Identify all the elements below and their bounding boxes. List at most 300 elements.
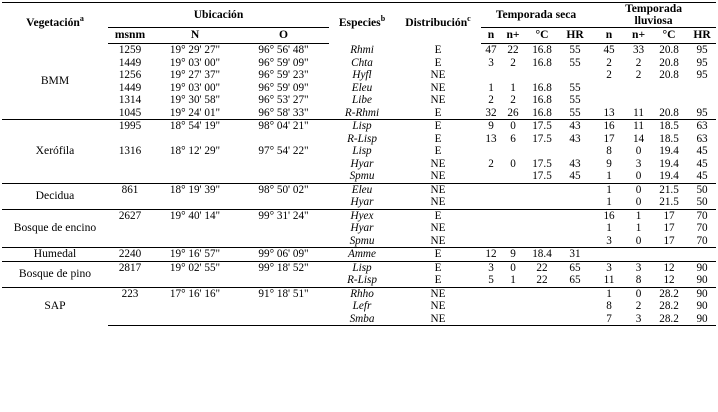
cell-altitude: 223 xyxy=(108,287,152,300)
cell-altitude xyxy=(108,274,152,287)
header-especies: Especies$^b$ xyxy=(329,3,395,44)
cell-dry-hr: 55 xyxy=(569,81,581,94)
cell-lat xyxy=(152,300,238,313)
cell-wet-hr xyxy=(688,82,716,95)
cell-lat: 19° 29' 27" xyxy=(169,44,221,56)
cell-lon: 98° 04' 21" xyxy=(238,120,329,133)
cell-dry-n: 32 xyxy=(485,106,497,119)
table-row xyxy=(2,57,716,70)
cell-dry-n: 1 xyxy=(488,81,494,94)
cell-wet-hr: 70 xyxy=(696,234,708,247)
cell-altitude: 2817 xyxy=(108,261,152,274)
cell-lon xyxy=(238,222,329,235)
cell-wet-n: 2 xyxy=(606,56,612,69)
cell-dry-nplus xyxy=(501,313,525,326)
cell-wet-hr: 90 xyxy=(688,287,716,300)
cell-species: Rhmi xyxy=(350,43,374,56)
cell-dry-nplus xyxy=(501,287,525,300)
cell-dry-nplus xyxy=(501,222,525,235)
cell-species: Smba xyxy=(329,313,395,326)
cell-dry-celsius xyxy=(525,300,559,313)
table-row xyxy=(2,107,716,120)
cell-dry-nplus xyxy=(501,170,525,183)
cell-species: Lisp xyxy=(329,120,395,133)
cell-dry-nplus: 0 xyxy=(501,120,525,133)
cell-dry-hr xyxy=(559,145,591,158)
cell-dry-n: 3 xyxy=(488,56,494,69)
cell-distribution: E xyxy=(395,120,481,133)
cell-dry-celsius: 16.8 xyxy=(532,94,552,106)
cell-wet-n: 1 xyxy=(606,222,612,234)
cell-species: Rhho xyxy=(329,287,395,300)
cell-lon xyxy=(238,170,329,183)
cell-lon: 96° 59' 09" xyxy=(258,81,309,94)
cell-dry-hr xyxy=(559,287,591,300)
cell-dry-hr xyxy=(559,222,591,235)
table-row xyxy=(2,183,716,196)
cell-dry-n xyxy=(481,235,501,248)
cell-altitude xyxy=(108,313,152,326)
cell-dry-n xyxy=(481,209,501,222)
cell-wet-nplus: 2 xyxy=(635,69,642,81)
cell-wet-celsius: 20.8 xyxy=(659,69,679,81)
cell-dry-celsius xyxy=(525,196,559,209)
cell-distribution: E xyxy=(434,274,442,286)
cell-distribution: NE xyxy=(430,157,446,170)
cell-species: Spmu xyxy=(349,170,375,182)
header-seca-celsius: °C xyxy=(525,28,559,44)
cell-wet-hr: 70 xyxy=(696,222,708,234)
cell-wet-celsius: 20.8 xyxy=(659,44,679,56)
table-body xyxy=(2,44,716,326)
cell-dry-n xyxy=(481,69,501,82)
cell-species: Hyfl xyxy=(352,69,372,81)
cell-wet-hr: 50 xyxy=(696,196,708,208)
cell-distribution: E xyxy=(434,56,442,69)
cell-lon: 96° 59' 23" xyxy=(258,69,309,81)
cell-lat: 17° 16' 16" xyxy=(152,287,238,300)
cell-wet-hr xyxy=(688,94,716,107)
table-row xyxy=(2,170,716,183)
cell-wet-n: 3 xyxy=(606,234,612,247)
header-o-coord: O xyxy=(238,28,329,44)
cell-wet-hr: 90 xyxy=(696,300,708,312)
cell-dry-hr xyxy=(559,183,591,196)
cell-dry-nplus xyxy=(501,209,525,222)
cell-wet-hr: 90 xyxy=(696,274,708,286)
cell-dry-nplus: 6 xyxy=(510,132,516,145)
cell-wet-celsius: 28.2 xyxy=(659,300,679,312)
cell-wet-n: 1 xyxy=(591,287,627,300)
cell-wet-n: 45 xyxy=(603,44,615,56)
cell-wet-celsius: 18.5 xyxy=(650,120,688,133)
cell-species: Hyar xyxy=(350,222,374,234)
cell-dry-n: 2 xyxy=(488,94,494,106)
cell-dry-hr: 65 xyxy=(569,274,581,286)
cell-distribution: NE xyxy=(430,234,446,247)
cell-wet-nplus: 2 xyxy=(635,300,642,312)
table-row xyxy=(2,196,716,209)
cell-dry-hr: 45 xyxy=(569,170,581,182)
cell-wet-celsius: 12 xyxy=(663,274,675,286)
cell-distribution: E xyxy=(395,209,481,222)
table-row xyxy=(2,261,716,274)
cell-wet-n: 16 xyxy=(591,120,627,133)
cell-dry-nplus xyxy=(501,69,525,82)
cell-wet-n xyxy=(591,248,627,262)
cell-species: R-Lisp xyxy=(347,132,377,145)
cell-dry-n: 47 xyxy=(485,44,497,56)
table-row xyxy=(2,133,716,146)
cell-wet-celsius: 28.2 xyxy=(650,287,688,300)
cell-lon: 99° 31' 24" xyxy=(238,209,329,222)
cell-distribution: NE xyxy=(430,222,446,234)
header-lluviosa-n: n xyxy=(591,28,627,44)
header-lluviosa-celsius: °C xyxy=(650,28,688,44)
cell-dry-nplus: 1 xyxy=(510,274,516,286)
cell-distribution: E xyxy=(434,43,442,56)
cell-wet-celsius: 28.2 xyxy=(650,313,688,326)
cell-lat: 19° 24' 01" xyxy=(169,106,221,119)
cell-dry-celsius: 17.5 xyxy=(532,170,552,182)
cell-species: Amme xyxy=(329,248,395,262)
cell-dry-hr: 43 xyxy=(569,132,581,145)
cell-wet-nplus: 8 xyxy=(635,274,642,286)
cell-altitude: 1256 xyxy=(118,69,142,81)
vegetation-label: Xerófila xyxy=(2,120,108,184)
cell-wet-celsius: 19.4 xyxy=(659,170,679,182)
cell-wet-n: 11 xyxy=(603,274,615,286)
cell-lon: 99° 18' 52" xyxy=(238,261,329,274)
cell-dry-hr: 55 xyxy=(569,44,581,56)
cell-wet-n: 16 xyxy=(591,209,627,222)
cell-species: Chta xyxy=(351,56,373,69)
cell-wet-n: 9 xyxy=(606,157,612,170)
cell-distribution: NE xyxy=(430,94,446,106)
cell-lon: 96° 53' 27" xyxy=(258,94,309,106)
table-row xyxy=(2,120,716,133)
cell-dry-celsius xyxy=(525,209,559,222)
cell-dry-celsius xyxy=(525,69,559,82)
cell-dry-n: 2 xyxy=(488,157,494,170)
table-row xyxy=(2,82,716,95)
vegetation-label: Bosque de encino xyxy=(2,209,108,248)
cell-wet-nplus: 0 xyxy=(635,196,642,208)
cell-dry-hr: 31 xyxy=(559,248,591,262)
cell-lat xyxy=(152,133,238,146)
cell-wet-nplus: 0 xyxy=(635,234,642,247)
cell-altitude: 1259 xyxy=(118,44,142,56)
cell-distribution: E xyxy=(395,261,481,274)
cell-dry-n xyxy=(481,183,501,196)
cell-species: Lisp xyxy=(352,145,372,157)
cell-dry-n xyxy=(481,287,501,300)
table-row xyxy=(2,145,716,158)
cell-lat: 19° 40' 14" xyxy=(152,209,238,222)
cell-wet-nplus: 11 xyxy=(627,120,650,133)
cell-wet-n: 2 xyxy=(606,69,612,81)
cell-lat xyxy=(152,196,238,209)
header-lluviosa-nplus: n+ xyxy=(627,28,650,44)
cell-wet-n xyxy=(591,82,627,95)
cell-dry-nplus xyxy=(501,235,525,248)
cell-distribution: NE xyxy=(430,81,446,94)
cell-dry-n: 3 xyxy=(481,261,501,274)
cell-distribution: NE xyxy=(395,287,481,300)
cell-dry-celsius: 17.5 xyxy=(532,157,552,170)
cell-wet-hr: 90 xyxy=(688,261,716,274)
cell-wet-celsius: 20.8 xyxy=(659,56,679,69)
cell-wet-nplus xyxy=(627,94,650,107)
cell-wet-celsius: 17 xyxy=(663,234,675,247)
cell-wet-nplus: 0 xyxy=(635,145,642,157)
cell-dry-celsius xyxy=(525,235,559,248)
cell-wet-hr: 70 xyxy=(688,209,716,222)
cell-lon: 96° 59' 09" xyxy=(258,56,309,69)
header-distribucion: Distribución$^c$ xyxy=(395,3,481,44)
cell-dry-hr xyxy=(559,300,591,313)
cell-dry-hr xyxy=(559,235,591,248)
cell-lat: 19° 02' 55" xyxy=(152,261,238,274)
cell-wet-celsius: 21.5 xyxy=(659,196,679,208)
cell-altitude: 1449 xyxy=(118,56,142,69)
table-row xyxy=(2,235,716,248)
cell-dry-hr xyxy=(559,69,591,82)
cell-wet-celsius: 19.4 xyxy=(659,145,679,157)
cell-lon xyxy=(238,235,329,248)
cell-wet-n: 8 xyxy=(606,145,612,157)
cell-lat xyxy=(152,158,238,171)
cell-lon: 99° 06' 09" xyxy=(238,248,329,262)
cell-wet-hr: 45 xyxy=(696,170,708,182)
cell-wet-nplus: 1 xyxy=(627,209,650,222)
cell-lat xyxy=(152,222,238,235)
cell-wet-hr: 63 xyxy=(688,120,716,133)
cell-lat: 19° 27' 37" xyxy=(169,69,221,81)
cell-altitude: 1316 xyxy=(118,145,142,157)
cell-dry-nplus: 0 xyxy=(501,261,525,274)
cell-dry-celsius: 22 xyxy=(536,274,548,286)
cell-altitude: 1995 xyxy=(108,120,152,133)
cell-dry-celsius xyxy=(525,145,559,158)
table-row xyxy=(2,313,716,326)
cell-lat: 19° 03' 00" xyxy=(169,56,221,69)
cell-dry-n: 12 xyxy=(481,248,501,262)
cell-dry-n xyxy=(481,313,501,326)
cell-wet-nplus: 2 xyxy=(635,56,642,69)
cell-wet-n: 8 xyxy=(606,300,612,312)
vegetation-label: Humedal xyxy=(2,248,108,262)
table-row xyxy=(2,248,716,262)
cell-distribution: NE xyxy=(430,300,446,312)
cell-dry-hr: 55 xyxy=(569,106,581,119)
cell-wet-n: 3 xyxy=(591,261,627,274)
table-row xyxy=(2,209,716,222)
cell-wet-hr: 90 xyxy=(688,313,716,326)
cell-wet-nplus: 3 xyxy=(627,313,650,326)
cell-species: Eleu xyxy=(329,183,395,196)
cell-lon: 98° 50' 02" xyxy=(238,183,329,196)
cell-dry-hr: 65 xyxy=(559,261,591,274)
cell-altitude: 1045 xyxy=(118,106,142,119)
cell-wet-hr: 95 xyxy=(696,106,708,119)
cell-lon xyxy=(238,196,329,209)
cell-dry-nplus xyxy=(501,183,525,196)
cell-dry-hr: 43 xyxy=(569,157,581,170)
cell-dry-nplus xyxy=(501,196,525,209)
cell-dry-nplus xyxy=(501,145,525,158)
cell-wet-n xyxy=(591,94,627,107)
cell-wet-n: 7 xyxy=(591,313,627,326)
table-row xyxy=(2,300,716,313)
cell-dry-hr: 55 xyxy=(569,94,581,106)
header-seca-nplus: n+ xyxy=(501,28,525,44)
cell-lat: 18° 12' 29" xyxy=(169,145,221,157)
cell-lon xyxy=(238,313,329,326)
header-msnm: msnm xyxy=(108,28,152,44)
cell-distribution: E xyxy=(434,145,442,157)
table-row xyxy=(2,94,716,107)
cell-lat xyxy=(152,274,238,287)
cell-altitude xyxy=(108,222,152,235)
cell-lat: 19° 03' 00" xyxy=(169,81,221,94)
table-row xyxy=(2,69,716,82)
cell-dry-n xyxy=(481,300,501,313)
cell-altitude xyxy=(108,196,152,209)
vegetation-label: Bosque de pino xyxy=(2,261,108,287)
cell-wet-nplus: 14 xyxy=(632,132,645,145)
cell-lat: 19° 16' 57" xyxy=(152,248,238,262)
cell-wet-celsius: 19.4 xyxy=(659,157,679,170)
header-temporada-seca: Temporada seca xyxy=(481,3,591,28)
cell-dry-nplus: 2 xyxy=(510,94,516,106)
cell-wet-nplus xyxy=(627,82,650,95)
cell-species: Spmu xyxy=(349,234,375,247)
cell-wet-n: 13 xyxy=(603,106,615,119)
cell-wet-nplus: 0 xyxy=(627,287,650,300)
cell-lat xyxy=(152,170,238,183)
cell-species: Eleu xyxy=(351,81,373,94)
table-row xyxy=(2,274,716,287)
table-row xyxy=(2,158,716,171)
cell-distribution: NE xyxy=(430,69,446,81)
cell-dry-n: 13 xyxy=(485,132,497,145)
cell-lon xyxy=(238,300,329,313)
cell-dry-n: 5 xyxy=(488,274,494,286)
cell-dry-celsius: 16.8 xyxy=(532,44,552,56)
cell-distribution: NE xyxy=(430,196,446,208)
cell-dry-nplus: 0 xyxy=(510,157,516,170)
header-vegetacion: Vegetación$^a$ xyxy=(2,3,108,44)
cell-wet-nplus: 33 xyxy=(632,44,645,56)
cell-dry-celsius: 17.5 xyxy=(525,120,559,133)
cell-lat: 19° 30' 58" xyxy=(169,94,221,106)
cell-wet-hr: 63 xyxy=(696,132,708,145)
cell-wet-n: 1 xyxy=(591,183,627,196)
cell-wet-celsius xyxy=(650,94,688,107)
cell-species: R-Rhmi xyxy=(344,106,380,119)
cell-species: R-Lisp xyxy=(347,274,377,286)
cell-species: Lefr xyxy=(352,300,372,312)
data-table xyxy=(2,2,716,326)
cell-distribution: E xyxy=(434,132,442,145)
cell-wet-celsius: 17 xyxy=(650,209,688,222)
cell-altitude xyxy=(108,170,152,183)
cell-dry-nplus: 1 xyxy=(510,81,516,94)
header-temporada-lluviosa: Temporada lluviosa xyxy=(591,3,716,28)
cell-lon: 97° 54' 22" xyxy=(258,145,309,157)
cell-lat: 18° 54' 19" xyxy=(152,120,238,133)
cell-altitude xyxy=(108,300,152,313)
cell-wet-nplus: 0 xyxy=(627,183,650,196)
cell-lon: 91° 18' 51" xyxy=(238,287,329,300)
cell-wet-celsius xyxy=(650,82,688,95)
cell-dry-celsius: 17.5 xyxy=(532,132,552,145)
cell-species: Hyex xyxy=(329,209,395,222)
cell-wet-nplus: 3 xyxy=(627,261,650,274)
cell-altitude: 1449 xyxy=(118,81,142,94)
cell-wet-n: 1 xyxy=(606,196,612,208)
cell-dry-nplus xyxy=(501,300,525,313)
cell-wet-nplus: 1 xyxy=(635,222,642,234)
cell-dry-hr xyxy=(559,209,591,222)
cell-altitude xyxy=(108,158,152,171)
cell-wet-nplus: 0 xyxy=(635,170,642,182)
cell-dry-celsius: 16.8 xyxy=(532,81,552,94)
cell-dry-nplus: 26 xyxy=(507,106,519,119)
vegetation-label: BMM xyxy=(40,74,70,87)
table-row xyxy=(2,287,716,300)
cell-wet-celsius: 17 xyxy=(663,222,675,234)
cell-wet-hr xyxy=(688,248,716,262)
cell-dry-celsius xyxy=(525,183,559,196)
cell-altitude: 861 xyxy=(108,183,152,196)
cell-species: Libe xyxy=(352,94,372,106)
header-seca-n: n xyxy=(481,28,501,44)
cell-wet-n: 17 xyxy=(603,132,615,145)
cell-lon xyxy=(238,133,329,146)
cell-lat: 18° 19' 39" xyxy=(152,183,238,196)
cell-dry-n xyxy=(481,170,501,183)
cell-altitude xyxy=(108,133,152,146)
vegetation-label: SAP xyxy=(2,287,108,326)
vegetation-label: Decidua xyxy=(2,183,108,209)
header-n-coord: N xyxy=(152,28,238,44)
cell-wet-celsius: 21.5 xyxy=(650,183,688,196)
cell-wet-celsius: 20.8 xyxy=(659,106,679,119)
table-row xyxy=(2,222,716,235)
cell-distribution: E xyxy=(434,106,442,119)
cell-dry-celsius: 16.8 xyxy=(532,106,552,119)
cell-wet-celsius: 12 xyxy=(650,261,688,274)
cell-distribution: NE xyxy=(395,313,481,326)
cell-dry-celsius xyxy=(525,222,559,235)
cell-distribution: NE xyxy=(395,183,481,196)
header-ubicacion: Ubicación xyxy=(108,3,329,28)
cell-wet-hr: 45 xyxy=(696,157,708,170)
cell-altitude xyxy=(108,235,152,248)
cell-wet-nplus: 11 xyxy=(633,106,644,119)
cell-dry-nplus: 2 xyxy=(510,56,516,69)
cell-wet-nplus: 3 xyxy=(635,157,642,170)
cell-wet-hr: 95 xyxy=(696,69,708,81)
cell-dry-n xyxy=(481,196,501,209)
cell-lon xyxy=(238,158,329,171)
cell-dry-hr: 55 xyxy=(569,56,581,69)
cell-wet-nplus xyxy=(627,248,650,262)
cell-dry-hr: 43 xyxy=(559,120,591,133)
cell-wet-hr: 95 xyxy=(696,44,708,56)
